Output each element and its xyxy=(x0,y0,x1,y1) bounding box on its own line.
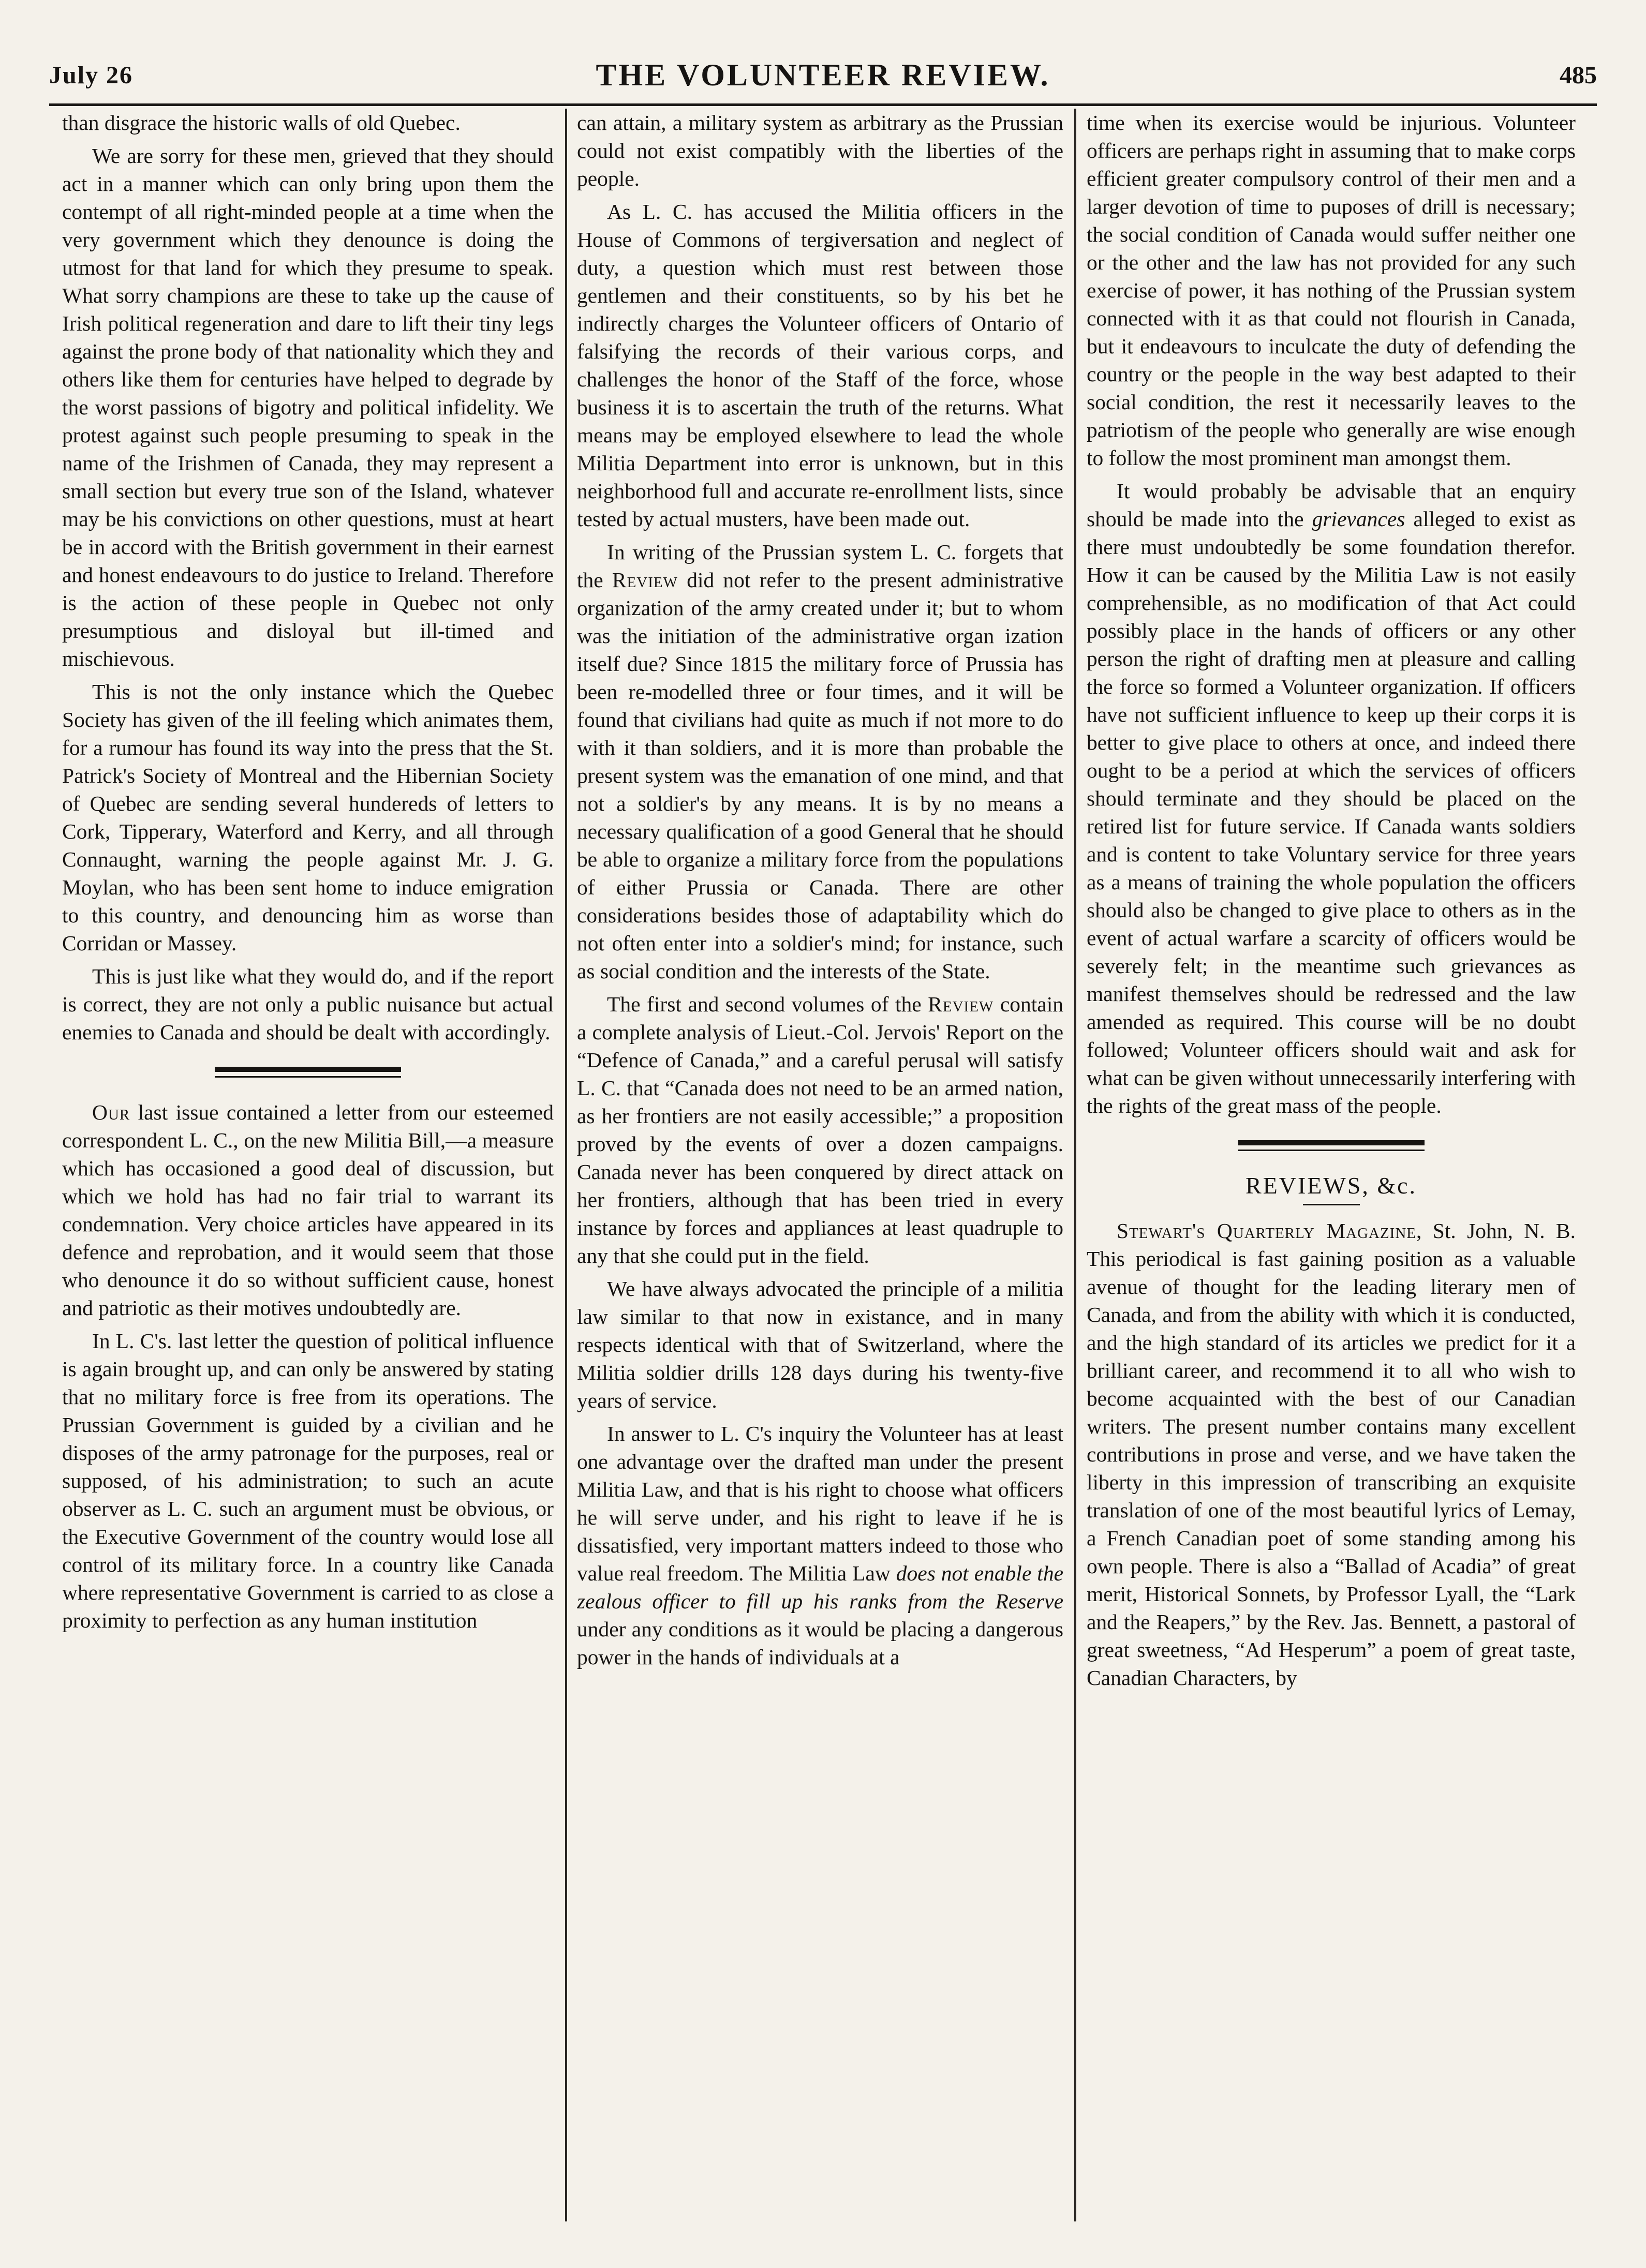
article-paragraph: than disgrace the historic walls of old Quebec. xyxy=(62,111,461,135)
column-1 xyxy=(62,109,554,2221)
publication-title: THE VOLUNTEER REVIEW. xyxy=(596,57,1050,92)
article-paragraph: This is just like what they would do, and if the report is correct, they are not only a public nuisance but actual enemies to Canada and should be dealt with accordingly. xyxy=(62,964,554,1044)
heading-rule xyxy=(1303,1204,1360,1205)
article-paragraph xyxy=(62,1098,554,1322)
page-number: 485 xyxy=(1560,61,1597,89)
article-paragraph xyxy=(1087,1217,1576,1692)
article-paragraph: We have always advocated the principle of a militia law similar to that now in existance, and in many respects identical with that of Switzerland, where the Militia soldier drills 128 days during his twenty-five years of service. xyxy=(577,1277,1063,1412)
issue-date: July 26 xyxy=(49,61,134,89)
review-name: Review xyxy=(928,992,994,1016)
article-paragraph: We are sorry for these men, grieved that they should act in a manner which can only bring upon them the contempt of all right-minded people at a time when the very government which they denounce is doing the utmost for that land for which they presume to speak. What sorry champions are these to take up the cause of Irish political regeneration and dare to lift their tiny legs against the prone body of that nationality which they and others like them for centuries have helped to degrade by the worst passions of bigotry and political infidelity. We protest against such people presuming to speak in the name of the Irishmen of Canada, they may represent a small section but every true son of the Island, whatever may be his convictions on other questions, must at heart be in accord with the British government in their earnest and honest endeavours to do justice to Ireland. Therefore is the action of these people in Quebec not only presumptious and disloyal but ill-timed and mischievous. xyxy=(62,144,554,670)
article-paragraph xyxy=(577,1420,1063,1671)
paragraph-text: It would probably be advisable that an enquiry should be made into the xyxy=(1087,479,1576,531)
italic-word: grievances xyxy=(1312,507,1405,531)
column-2 xyxy=(577,109,1063,2221)
section-separator xyxy=(1238,1140,1425,1151)
header-rule xyxy=(49,103,1597,106)
paragraph-text: contain a complete analysis of Lieut.-Col. Jervois' Report on the “Defence of Canada,” and a careful perusal will satisfy L. C. that “Canada does not need to be an armed nation, as her frontiers are not easily accessible;” a proposition proved by the events of over a dozen campaigns. Canada never has been conquered by direct attack on her frontiers, although that has been tried in every instance by forces and appliances at least quadruple to any that she could put in the field. xyxy=(577,992,1063,1267)
article-paragraph: As L. C. has accused the Militia officers in the House of Commons of tergiversation and neglect of duty, a question which must rest between those gentlemen and their constituents, so by his bet he indirectly charges the Volunteer officers of Ontario of falsifying the records of their various corps, and challenges the honor of the Staff of the force, whose business it is to ascertain the truth of the returns. What means may be employed elsewhere to lead the whole Militia Department into error is unknown, but in this neighborhood full and accurate re-enrollment lists, since tested by actual musters, have been made out. xyxy=(577,200,1063,531)
paragraph-text: In answer to L. C's inquiry the Volunteer has at least one advantage over the drafted man under the present Militia Law, and that is his right to choose what officers he will serve under, and his right to leave if he is dissatisfied, very important matters indeed to those who value real freedom. The Militia Law xyxy=(577,1422,1063,1585)
article-paragraph: can attain, a military system as arbitrary as the Prussian could not exist compatibly with the liberties of the people. xyxy=(577,111,1063,190)
paragraph-text: under any conditions as it would be placing a dangerous power in the hands of individuals at a xyxy=(577,1617,1063,1669)
article-paragraph xyxy=(577,538,1063,985)
section-separator xyxy=(215,1067,401,1078)
italic-phrase: does not enable the zealous officer to fill up his ranks from the Reserve xyxy=(577,1561,1063,1613)
column-divider-1 xyxy=(565,109,567,2221)
paragraph-text: last issue contained a letter from our esteemed correspondent L. C., on the new Militia Bill,—a measure which has occasioned a good deal of discussion, but which we hold has had no fair trial to warrant its condemnation. Very choice articles have appeared in its defence and reprobation, and it would seem that those who denounce it do so without sufficient cause, honest and patriotic as their motives undoubtedly are. xyxy=(62,1100,554,1320)
reviews-heading: REVIEWS, &c. xyxy=(1245,1172,1417,1199)
review-name: Review xyxy=(612,568,678,592)
paragraph-text: The first and second volumes of the xyxy=(607,992,928,1016)
paragraph-text: , St. John, N. B. This periodical is fast gaining position as a valuable avenue of thought for the leading literary men of Canada, and from the ability with which it is conducted, and the high standard of its articles we predict for it a brilliant career, and recommend it to all who wish to become acquainted with the best of our Canadian writers. The present number contains many excellent contributions in prose and verse, and we have taken the liberty in this impression of transcribing an exquisite translation of one of the most beautiful lyrics of Lemay, a French Canadian poet of some standing among his own people. There is also a “Ballad of Acadia” of great merit, Historical Sonnets, by Professor Lyall, the “Lark and the Reapers,” by the Rev. Jas. Bennett, a pastoral of great sweetness, “Ad Hesperum” a poem of great taste, Canadian Characters, by xyxy=(1087,1219,1576,1690)
paragraph-text: In writing of the Prussian system L. C. forgets that the xyxy=(577,540,1063,592)
article-paragraph: This is not the only instance which the Quebec Society has given of the ill feeling which animates them, for a rumour has found its way into the press that the St. Patrick's Society of Montreal and the Hibernian Society of Quebec are sending several hundereds of letters to Cork, Tipperary, Waterford and Kerry, and all through Connaught, warning the people against Mr. J. G. Moylan, who has been sent home to induce emigration to this country, and denouncing him as worse than Corridan or Massey. xyxy=(62,680,554,955)
article-paragraph xyxy=(1087,477,1576,1120)
article-paragraph xyxy=(577,990,1063,1270)
page-header xyxy=(49,47,1597,103)
paragraph-text: did not refer to the present administrative organization of the army created under it; but to whom was the initiation of the administrative organ ization itself due? Since 1815 the military force of Prussia has been re-modelled three or four times, and it will be found that civilians had quite as much if not more to do with it than soldiers, and it is more than probable the present system was the emanation of one mind, and that not a soldier's by any means. It is by no means a necessary qualification of a good General that he should be able to organize a military force from the populations of either Prussia or Canada. There are other considerations besides those of adaptability which do not often enter into a soldier's mind; for instance, such as social condition and the interests of the State. xyxy=(577,568,1063,983)
magazine-name: Stewart's Quarterly Magazine xyxy=(1117,1219,1416,1243)
column-divider-2 xyxy=(1074,109,1076,2221)
column-3 xyxy=(1087,109,1576,2221)
article-paragraph: time when its exercise would be injurious. Volunteer officers are perhaps right in assuming that to make corps efficient greater compulsory control of their men and a larger devotion of time to puposes of drill is necessary; the social condition of Canada would suffer neither one or the other and the law has not provided for any such exercise of power, it has nothing of the Prussian system connected with it as that could not flourish in Canada, but it endeavours to inculcate the duty of defending the country or the people in the way best adapted to their social condition, the rest it necessarily leaves to the patriotism of the people who generally are wise enough to follow the most prominent man amongst them. xyxy=(1087,111,1576,470)
article-paragraph: In L. C's. last letter the question of political influence is again brought up, and can only be answered by stating that no military force is free from its operations. The Prussian Government is guided by a civilian and he disposes of the army patronage for the purposes, real or supposed, of his administration; to such an acute observer as L. C. such an argument must be obvious, or the Executive Government of the country would lose all control of its military force. In a country like Canada where representative Government is carried to as close a proximity to perfection as any human institution xyxy=(62,1329,554,1632)
lead-word: Our xyxy=(92,1100,130,1124)
paragraph-text: alleged to exist as there must undoubtedly be some foundation therefor. How it can be caused by the Militia Law is not easily comprehensible, as no modification of that Act could possibly place in the hands of officers or any other person the right of drafting men at pleasure and calling the force so formed a Volunteer organization. If officers have not sufficient influence to keep up their corps it is better to give place to others at once, and indeed there ought to be a period at which the services of officers should terminate and they should be placed on the retired list for future service. If Canada wants soldiers and is content to take Voluntary service for three years as a means of training the whole population the officers should also be changed to give place to others as in the event of actual warfare a scarcity of officers would be severely felt; in the meantime such grievances as manifest themselves should be redressed and the law amended as required. This course will be no doubt followed; Volunteer officers should wait and ask for what can be given without unnecessarily interfering with the rights of the great mass of the people. xyxy=(1087,507,1576,1117)
